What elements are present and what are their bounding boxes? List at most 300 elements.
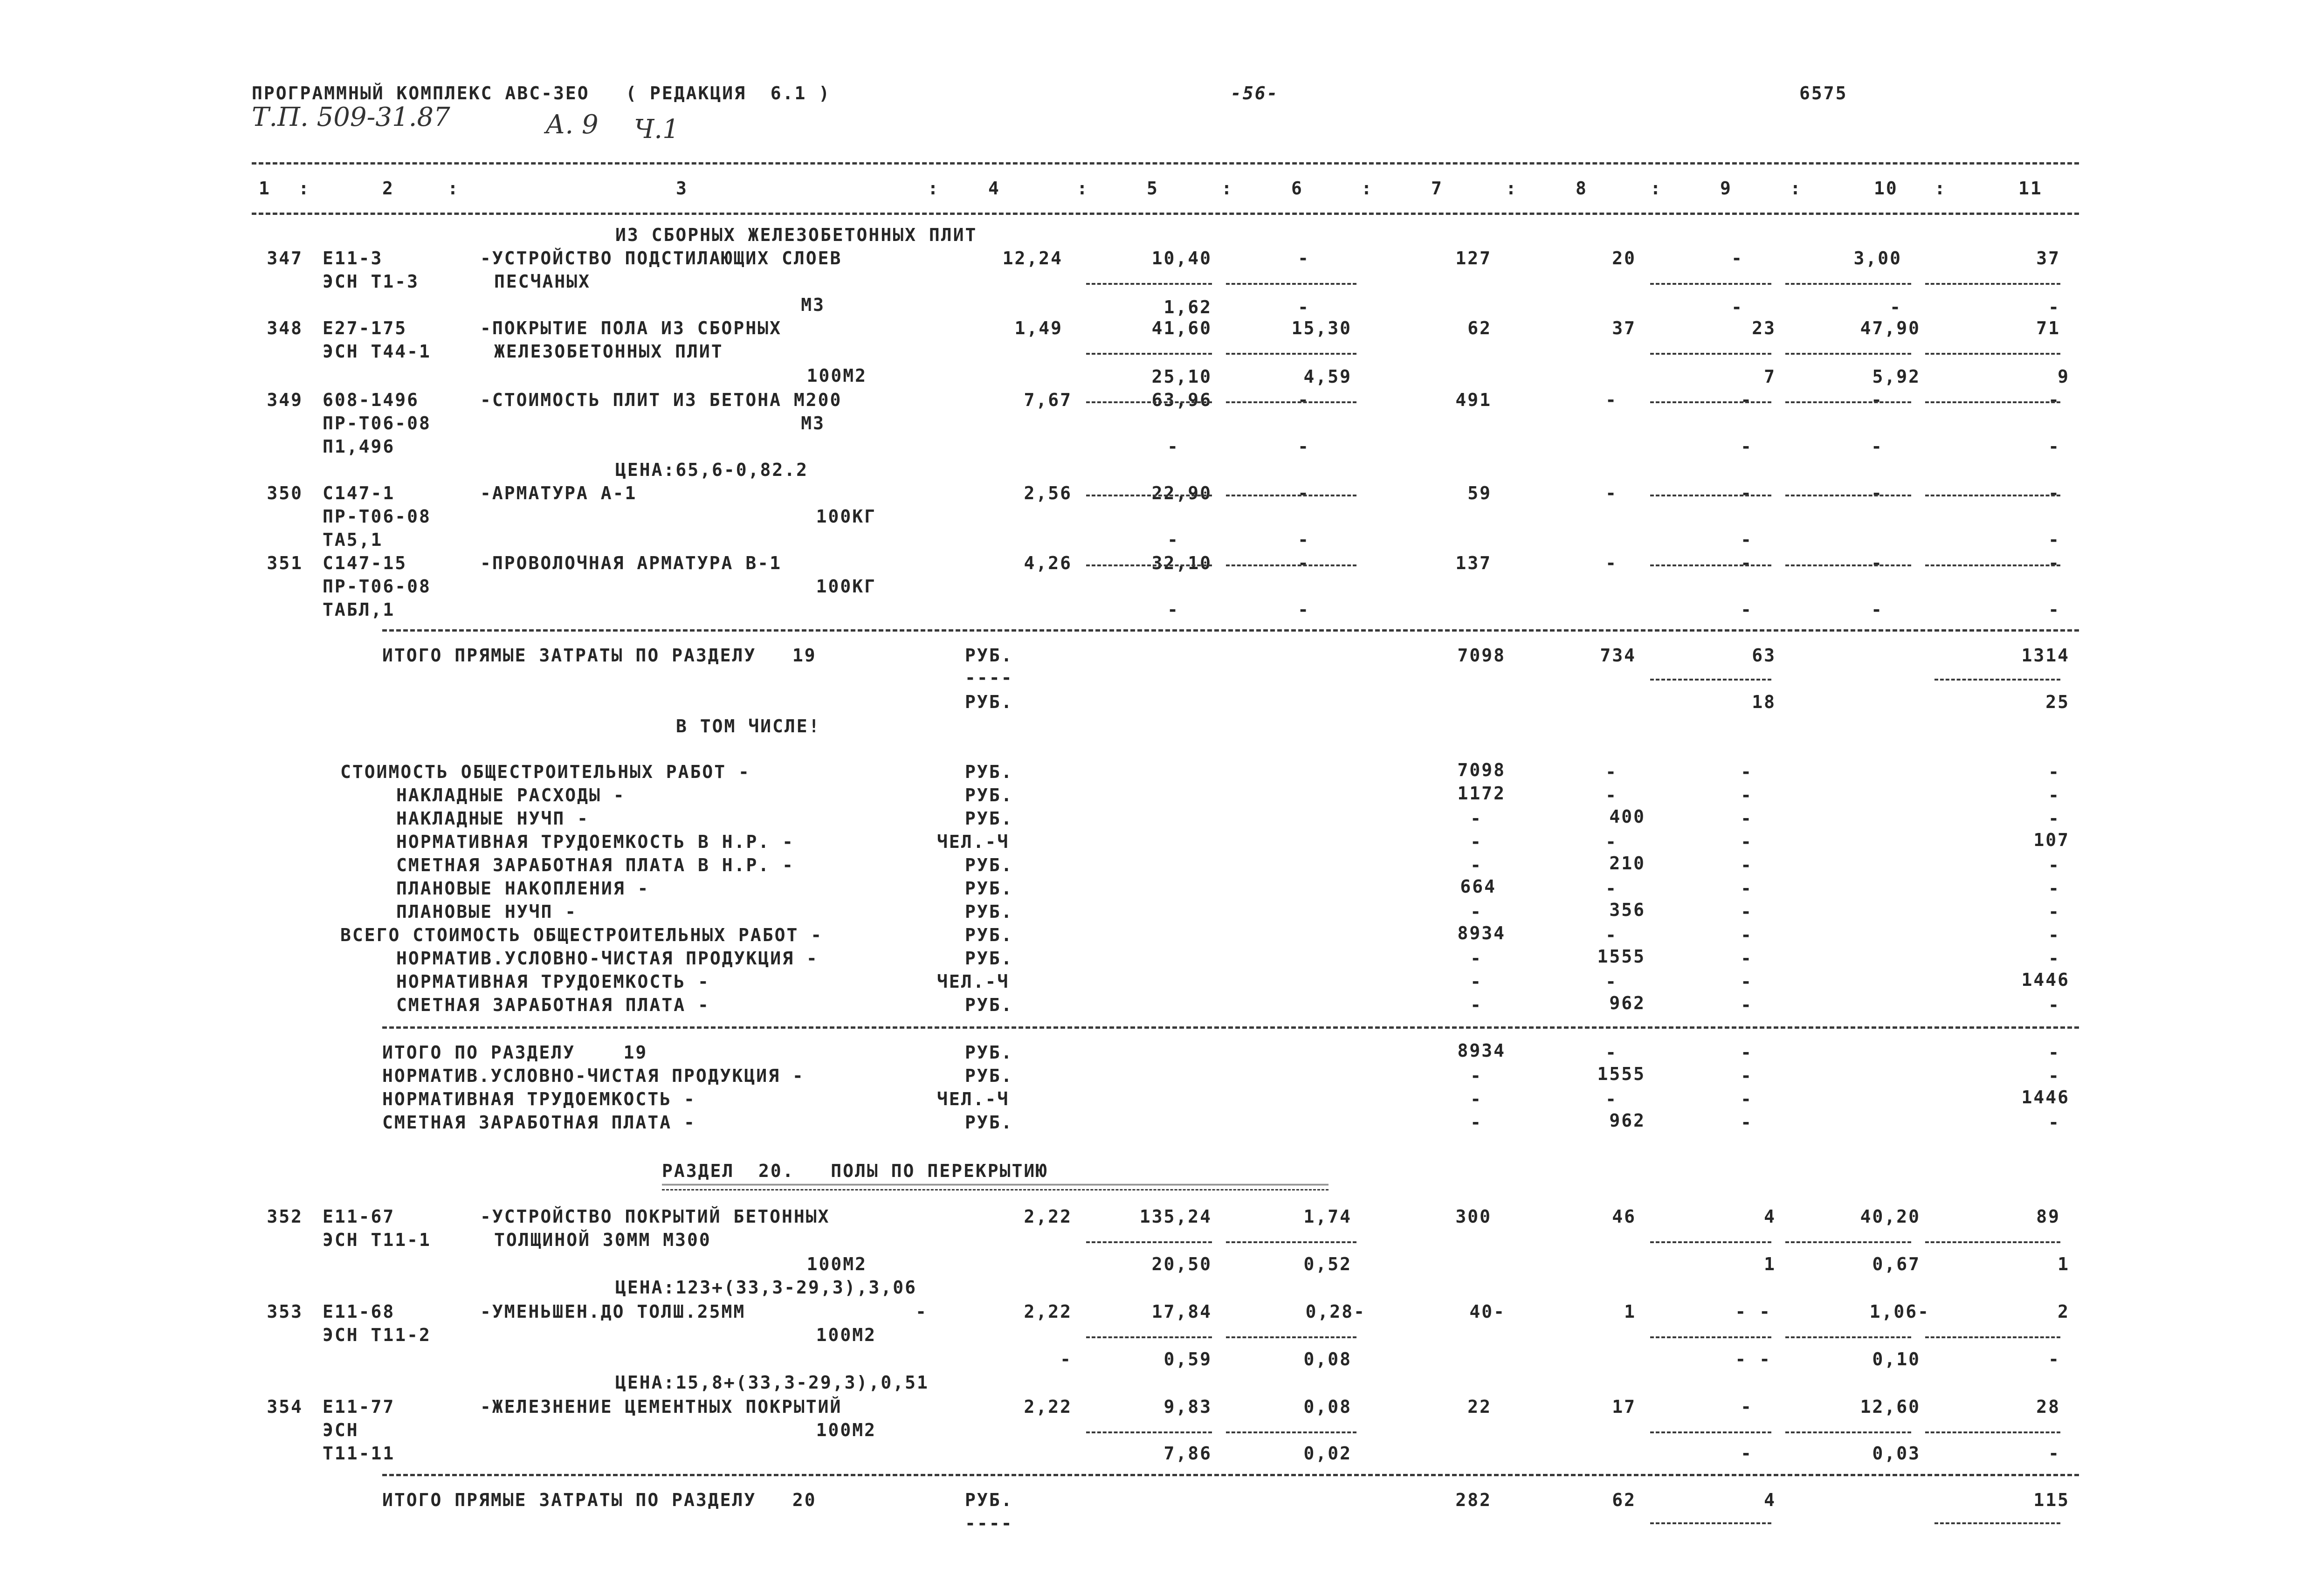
table-top-rule	[252, 162, 2079, 165]
table-cell: -	[1605, 390, 1618, 410]
table-cell: РУБ.	[965, 878, 1013, 899]
table-cell: ЦЕНА:15,8+(33,3-29,3),0,51	[615, 1372, 929, 1393]
subtotal-rule	[1925, 1336, 2060, 1338]
section-20-items-rule	[382, 1474, 2079, 1476]
subtotal-rule	[1785, 1241, 1911, 1243]
subtotal-rule	[1785, 283, 1911, 285]
table-cell: РУБ.	[965, 901, 1013, 922]
table-cell: 1314	[2021, 645, 2070, 666]
table-cell: -	[1741, 878, 1753, 899]
table-cell: 25,10	[1151, 366, 1212, 387]
table-cell: Е11-67	[323, 1206, 395, 1227]
column-number-5: 5	[1147, 178, 1159, 199]
table-cell: ----	[965, 667, 1013, 688]
column-number-11: 11	[2018, 178, 2043, 199]
table-cell: -	[2048, 599, 2060, 620]
table-cell: -	[1470, 1066, 1482, 1086]
table-cell: С147-1	[323, 483, 395, 503]
table-cell: -	[1741, 483, 1753, 503]
header-bottom-rule	[252, 213, 2079, 215]
table-cell: РУБ.	[965, 692, 1013, 712]
table-cell: 2,56	[1024, 483, 1072, 503]
table-cell: ТАБЛ,1	[323, 599, 395, 620]
table-cell: 282	[1455, 1490, 1492, 1510]
table-cell: 1,06-	[1869, 1301, 1930, 1322]
table-cell: НОРМАТИВНАЯ ТРУДОЕМКОСТЬ -	[382, 1089, 696, 1109]
table-cell: -	[1741, 599, 1753, 620]
table-cell: -	[1605, 1089, 1618, 1109]
table-cell: 12,60	[1860, 1396, 1921, 1417]
table-cell: -	[1470, 1089, 1482, 1109]
table-cell: 0,08	[1303, 1349, 1352, 1369]
subtotal-rule	[1925, 564, 2060, 566]
table-cell: -	[2048, 785, 2060, 805]
table-cell: -	[1871, 436, 1883, 457]
table-cell: -	[1741, 1396, 1753, 1417]
table-cell: ЭСН Т44-1	[323, 341, 431, 362]
table-cell: -УСТРОЙСТВО ПОКРЫТИЙ БЕТОННЫХ	[480, 1206, 830, 1227]
table-cell: -	[1741, 390, 1753, 410]
table-cell: 664	[1460, 876, 1496, 897]
table-cell: -	[1741, 1443, 1753, 1464]
table-cell: -	[1871, 553, 1883, 573]
table-cell: ПР-Т06-08	[323, 506, 431, 527]
table-cell: -	[2048, 530, 2060, 550]
table-cell: 40,20	[1860, 1206, 1921, 1227]
table-cell: -	[2048, 901, 2060, 922]
table-cell: 7	[1764, 366, 1776, 387]
table-cell: 300	[1455, 1206, 1492, 1227]
table-cell: НАКЛАДНЫЕ РАСХОДЫ -	[396, 785, 626, 805]
subtotal-rule	[1650, 564, 1771, 566]
table-cell: -	[2048, 925, 2060, 945]
program-header: ПРОГРАММНЫЙ КОМПЛЕКС АВС-3ЕО ( РЕДАКЦИЯ 6.1 )	[252, 83, 831, 103]
table-cell: -	[1741, 971, 1753, 992]
table-cell: -АРМАТУРА А-1	[480, 483, 637, 503]
table-cell: 40-	[1469, 1301, 1506, 1322]
table-cell: НОРМАТИВНАЯ ТРУДОЕМКОСТЬ В Н.Р. -	[396, 832, 794, 852]
table-cell: -	[2048, 1349, 2060, 1369]
table-cell: -	[1731, 297, 1743, 317]
table-cell: -	[2048, 1066, 2060, 1086]
table-cell: -	[2048, 436, 2060, 457]
table-cell: 1555	[1597, 1064, 1645, 1084]
table-cell: ЧЕЛ.-Ч	[937, 1089, 1010, 1109]
column-separator: :	[1650, 178, 1662, 199]
table-cell: -	[1741, 1042, 1753, 1063]
table-cell: 0,52	[1303, 1254, 1352, 1274]
table-cell: ТОЛЩИНОЙ 30ММ М300	[494, 1230, 711, 1250]
table-cell: 32,10	[1151, 553, 1212, 573]
subtotal-rule	[1086, 1336, 1212, 1338]
column-number-2: 2	[382, 178, 394, 199]
table-cell: СМЕТНАЯ ЗАРАБОТНАЯ ПЛАТА -	[396, 995, 710, 1015]
subtotal-rule	[1925, 1241, 2060, 1243]
column-separator: :	[298, 178, 310, 199]
table-cell: -	[1167, 530, 1179, 550]
table-cell: ЭСН Т11-2	[323, 1325, 431, 1345]
column-separator: :	[1077, 178, 1089, 199]
table-cell: -	[2048, 808, 2060, 829]
table-cell: Е11-68	[323, 1301, 395, 1322]
table-cell: Е11-77	[323, 1396, 395, 1417]
table-cell: -	[1298, 530, 1310, 550]
page-number: -56-	[1231, 83, 1279, 103]
table-cell: -	[1298, 553, 1310, 573]
table-cell: ИТОГО ПРЯМЫЕ ЗАТРАТЫ ПО РАЗДЕЛУ 19	[382, 645, 817, 666]
table-cell: -	[1605, 762, 1618, 782]
subtotal-rule	[1925, 1431, 2060, 1433]
subtotal-rule	[1086, 1431, 1212, 1433]
table-cell: 100М2	[816, 1420, 876, 1440]
table-cell: РУБ.	[965, 1042, 1013, 1063]
table-cell: 137	[1455, 553, 1492, 573]
table-cell: ПЛАНОВЫЕ НУЧП -	[396, 901, 578, 922]
table-cell: НОРМАТИВНАЯ ТРУДОЕМКОСТЬ -	[396, 971, 710, 992]
table-cell: 354	[267, 1396, 303, 1417]
subtotal-rule	[1650, 283, 1771, 285]
table-cell: -	[1605, 878, 1618, 899]
table-cell: -	[1470, 948, 1482, 969]
subtotal-rule	[1086, 1241, 1212, 1243]
table-cell: -	[2048, 948, 2060, 969]
table-cell: РУБ.	[965, 785, 1013, 805]
table-cell: Т11-11	[323, 1443, 395, 1464]
table-cell: ПР-Т06-08	[323, 576, 431, 597]
column-number-4: 4	[988, 178, 1000, 199]
table-cell: 135,24	[1139, 1206, 1212, 1227]
table-cell: -	[1871, 599, 1883, 620]
column-number-7: 7	[1431, 178, 1443, 199]
table-cell: -	[1060, 1349, 1072, 1369]
column-number-3: 3	[676, 178, 688, 199]
table-cell: 89	[2036, 1206, 2060, 1227]
column-number-8: 8	[1576, 178, 1588, 199]
table-cell: 1	[2058, 1254, 2070, 1274]
table-cell: 127	[1455, 248, 1492, 268]
column-separator: :	[1506, 178, 1518, 199]
document-number: 6575	[1799, 83, 1848, 103]
table-cell: 18	[1752, 692, 1776, 712]
table-cell: 353	[267, 1301, 303, 1322]
table-cell: -ПОКРЫТИЕ ПОЛА ИЗ СБОРНЫХ	[480, 318, 782, 338]
subtotal-rule	[1785, 1336, 1911, 1338]
table-cell: -	[1298, 390, 1310, 410]
table-cell: -	[2048, 995, 2060, 1015]
table-cell: 608-1496	[323, 390, 420, 410]
table-cell: РУБ.	[965, 645, 1013, 666]
table-cell: ЧЕЛ.-Ч	[937, 971, 1010, 992]
subtotal-rule	[1925, 283, 2060, 285]
table-cell: 962	[1609, 1110, 1645, 1131]
table-cell: РУБ.	[965, 1066, 1013, 1086]
table-cell: -	[1167, 436, 1179, 457]
table-cell: 41,60	[1151, 318, 1212, 338]
table-cell: РУБ.	[965, 1112, 1013, 1133]
subtotal-rule	[1226, 1336, 1356, 1338]
handwritten-part: Ч.1	[634, 114, 679, 144]
table-cell: 1	[1624, 1301, 1636, 1322]
subtotal-rule	[1650, 1336, 1771, 1338]
table-cell: 9,83	[1163, 1396, 1212, 1417]
table-cell: РУБ.	[965, 925, 1013, 945]
table-cell: П1,496	[323, 436, 395, 457]
table-cell: -УМЕНЬШЕН.ДО ТОЛШ.25ММ	[480, 1301, 746, 1322]
subtotal-rule	[1785, 401, 1911, 403]
table-cell: 0,67	[1872, 1254, 1921, 1274]
table-cell: 0,03	[1872, 1443, 1921, 1464]
table-cell: 1446	[2021, 970, 2070, 990]
table-cell: 15,30	[1291, 318, 1352, 338]
table-cell: -	[1741, 785, 1753, 805]
table-cell: -	[1298, 297, 1310, 317]
table-cell: 100КГ	[816, 506, 876, 527]
table-cell: - -	[1735, 1349, 1771, 1369]
table-cell: ТА5,1	[323, 530, 383, 550]
table-cell: -	[1741, 808, 1753, 829]
table-cell: 1555	[1597, 946, 1645, 967]
table-cell: 4	[1764, 1206, 1776, 1227]
table-cell: 7098	[1457, 760, 1506, 780]
subtotal-rule	[1226, 1241, 1356, 1243]
table-cell: 5,92	[1872, 366, 1921, 387]
table-cell: 8934	[1457, 923, 1506, 943]
table-cell: -	[1741, 553, 1753, 573]
subtotal-rule	[1086, 283, 1212, 285]
table-cell: ЭСН Т11-1	[323, 1230, 431, 1250]
table-cell: РУБ.	[965, 1490, 1013, 1510]
subtotal-rule	[1086, 353, 1212, 355]
table-cell: -	[2048, 878, 2060, 899]
table-cell: 400	[1609, 806, 1645, 827]
table-cell: -	[2048, 297, 2060, 317]
column-separator: :	[1221, 178, 1233, 199]
table-cell: -СТОИМОСТЬ ПЛИТ ИЗ БЕТОНА М200	[480, 390, 842, 410]
subtotal-rule	[1086, 495, 1212, 496]
table-cell: 62	[1612, 1490, 1636, 1510]
table-cell: РУБ.	[965, 948, 1013, 969]
table-cell: -ЖЕЛЕЗНЕНИЕ ЦЕМЕНТНЫХ ПОКРЫТИЙ	[480, 1396, 842, 1417]
table-cell: -	[1741, 762, 1753, 782]
table-cell: -	[1741, 1066, 1753, 1086]
table-cell: 100М2	[816, 1325, 876, 1345]
table-cell: 37	[2036, 248, 2060, 268]
table-cell: -	[1741, 436, 1753, 457]
table-cell: 351	[267, 553, 303, 573]
table-cell: -	[1470, 901, 1482, 922]
table-cell: 12,24	[1002, 248, 1063, 268]
table-cell: -	[1605, 832, 1618, 852]
column-separator: :	[1361, 178, 1373, 199]
table-cell: М3	[801, 295, 825, 315]
table-cell: -	[1167, 599, 1179, 620]
table-cell: СМЕТНАЯ ЗАРАБОТНАЯ ПЛАТА -	[382, 1112, 696, 1133]
column-separator: :	[928, 178, 940, 199]
table-cell: -	[1871, 483, 1883, 503]
table-cell: -	[2048, 855, 2060, 875]
table-cell: 28	[2036, 1396, 2060, 1417]
table-cell: 1,49	[1014, 318, 1063, 338]
subtotal-rule	[1226, 1431, 1356, 1433]
table-cell: 1	[1764, 1254, 1776, 1274]
table-cell: ПР-Т06-08	[323, 413, 431, 433]
table-cell: 63,96	[1151, 390, 1212, 410]
table-cell: 107	[2033, 830, 2070, 850]
table-cell: -	[1470, 1112, 1482, 1133]
subtotal-rule	[1650, 1431, 1771, 1433]
table-cell: 0,28-	[1305, 1301, 1366, 1322]
table-cell: ЭСН Т1-3	[323, 271, 420, 292]
table-cell: 71	[2036, 318, 2060, 338]
table-cell: НАКЛАДНЫЕ НУЧП -	[396, 808, 590, 829]
subtotal-rule	[1785, 1431, 1911, 1433]
table-cell: -	[2048, 1443, 2060, 1464]
table-cell: -	[1731, 248, 1743, 268]
table-cell: 0,59	[1163, 1349, 1212, 1369]
table-cell: 962	[1609, 993, 1645, 1013]
table-cell: РАЗДЕЛ 20. ПОЛЫ ПО ПЕРЕКРЫТИЮ	[662, 1161, 1048, 1181]
subtotal-rule	[1226, 495, 1356, 496]
table-cell: 7,67	[1024, 390, 1072, 410]
table-cell: 20,50	[1151, 1254, 1212, 1274]
table-cell: 8934	[1457, 1040, 1506, 1061]
total-underline	[1650, 1522, 1771, 1524]
table-cell: -ПРОВОЛОЧНАЯ АРМАТУРА В-1	[480, 553, 782, 573]
table-cell: -	[2048, 1112, 2060, 1133]
table-cell: 7098	[1457, 645, 1506, 666]
table-cell: 100М2	[806, 1254, 867, 1274]
table-cell: 4,59	[1303, 366, 1352, 387]
table-cell: 22,90	[1151, 483, 1212, 503]
table-cell: 2,22	[1024, 1206, 1072, 1227]
table-cell: 4	[1764, 1490, 1776, 1510]
column-number-1: 1	[259, 178, 271, 199]
handwritten-album: А. 9	[545, 110, 599, 140]
column-number-9: 9	[1720, 178, 1732, 199]
table-cell: 4,26	[1024, 553, 1072, 573]
table-cell: -	[1470, 971, 1482, 992]
table-cell: -	[1605, 1042, 1618, 1063]
table-cell: -	[1741, 925, 1753, 945]
table-cell: М3	[801, 413, 825, 433]
column-separator: :	[1934, 178, 1947, 199]
table-cell: 0,08	[1303, 1396, 1352, 1417]
table-cell: 1,62	[1163, 297, 1212, 317]
table-cell: 348	[267, 318, 303, 338]
table-cell: Е27-175	[323, 318, 407, 338]
table-cell: НОРМАТИВ.УСЛОВНО-ЧИСТАЯ ПРОДУКЦИЯ -	[382, 1066, 805, 1086]
table-cell: ЧЕЛ.-Ч	[937, 832, 1010, 852]
table-cell: 1172	[1457, 783, 1506, 804]
table-cell: -	[1470, 832, 1482, 852]
column-separator: :	[1790, 178, 1802, 199]
table-cell: РУБ.	[965, 855, 1013, 875]
table-cell: -	[1470, 995, 1482, 1015]
table-cell: 3,00	[1853, 248, 1902, 268]
table-cell: 1446	[2021, 1087, 2070, 1108]
table-cell: 59	[1467, 483, 1492, 503]
table-cell: СТОИМОСТЬ ОБЩЕСТРОИТЕЛЬНЫХ РАБОТ -	[340, 762, 750, 782]
section-20-title-underline	[662, 1184, 1329, 1190]
table-cell: -	[1298, 599, 1310, 620]
table-cell: ВСЕГО СТОИМОСТЬ ОБЩЕСТРОИТЕЛЬНЫХ РАБОТ -	[340, 925, 823, 945]
table-cell: ----	[965, 1513, 1013, 1534]
section-19-summary-rule	[382, 1026, 2079, 1029]
table-cell: РУБ.	[965, 762, 1013, 782]
table-cell: 350	[267, 483, 303, 503]
table-cell: -	[1741, 901, 1753, 922]
subtotal-rule	[1226, 283, 1356, 285]
table-cell: 10,40	[1151, 248, 1212, 268]
subtotal-rule	[1785, 564, 1911, 566]
table-cell: 17	[1612, 1396, 1636, 1417]
total-underline	[1934, 679, 2060, 681]
total-underline	[1650, 679, 1771, 681]
table-cell: 356	[1609, 900, 1645, 920]
table-cell: РУБ.	[965, 995, 1013, 1015]
table-cell: -	[1741, 995, 1753, 1015]
table-cell: -	[1605, 553, 1618, 573]
table-cell: 1,74	[1303, 1206, 1352, 1227]
table-cell: -	[1605, 483, 1618, 503]
table-cell: -	[2048, 390, 2060, 410]
table-cell: -	[2048, 553, 2060, 573]
table-cell: ЖЕЛЕЗОБЕТОННЫХ ПЛИТ	[494, 341, 723, 362]
table-cell: ПЕСЧАНЫХ	[494, 271, 591, 292]
table-cell: СМЕТНАЯ ЗАРАБОТНАЯ ПЛАТА В Н.Р. -	[396, 855, 794, 875]
table-cell: ИТОГО ПРЯМЫЕ ЗАТРАТЫ ПО РАЗДЕЛУ 20	[382, 1490, 817, 1510]
table-cell: 100КГ	[816, 576, 876, 597]
table-cell: 210	[1609, 853, 1645, 874]
table-cell: ЦЕНА:65,6-0,82.2	[615, 460, 809, 480]
table-cell: 17,84	[1151, 1301, 1212, 1322]
subtotal-rule	[1785, 495, 1911, 496]
handwritten-project-number: Т.П. 509-31.87	[252, 102, 450, 132]
table-cell: ЦЕНА:123+(33,3-29,3),3,06	[615, 1277, 917, 1298]
table-cell: 734	[1600, 645, 1636, 666]
table-cell: В ТОМ ЧИСЛЕ!	[676, 716, 821, 736]
table-cell: -	[1470, 855, 1482, 875]
subtotal-rule	[1650, 495, 1771, 496]
subtotal-rule	[1785, 353, 1911, 355]
column-number-10: 10	[1874, 178, 1898, 199]
table-cell: 37	[1612, 318, 1636, 338]
table-cell: РУБ.	[965, 808, 1013, 829]
table-cell: -	[1298, 248, 1310, 268]
table-cell: 352	[267, 1206, 303, 1227]
table-cell: -	[1298, 483, 1310, 503]
subtotal-rule	[1925, 495, 2060, 496]
table-cell: 2	[2058, 1301, 2070, 1322]
column-separator: :	[447, 178, 460, 199]
table-cell: 7,86	[1163, 1443, 1212, 1464]
table-cell: -	[2048, 762, 2060, 782]
table-cell: ИТОГО ПО РАЗДЕЛУ 19	[382, 1042, 648, 1063]
table-cell: -	[1605, 925, 1618, 945]
table-cell: -	[1605, 971, 1618, 992]
subtotal-rule	[1086, 401, 1212, 403]
section-19-items-rule	[382, 629, 2079, 632]
subtotal-rule	[1226, 353, 1356, 355]
subtotal-rule	[1650, 1241, 1771, 1243]
table-cell: -	[1741, 1089, 1753, 1109]
subtotal-rule	[1226, 401, 1356, 403]
subtotal-rule	[1086, 564, 1212, 566]
table-cell: 46	[1612, 1206, 1636, 1227]
table-cell: -	[1741, 948, 1753, 969]
table-cell: 23	[1752, 318, 1776, 338]
table-cell: 100М2	[806, 365, 867, 386]
